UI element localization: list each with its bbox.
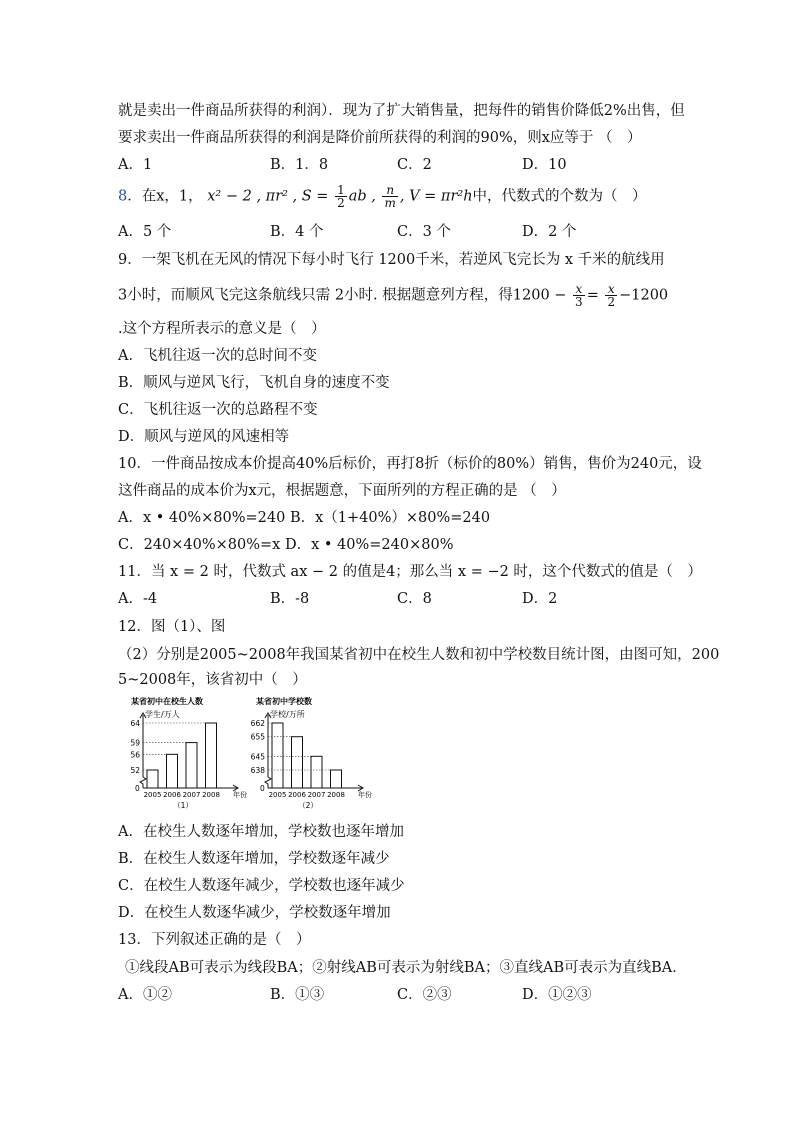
q8-text-post: 中，代数式的个数为（ ） [472, 188, 647, 205]
q10-line-1: 10．一件商品按成本价提高40%后标价，再打8折（标价的80%）销售，售价为240元，设 [118, 456, 702, 472]
bar [292, 737, 303, 788]
y-tick-label: 59 [130, 738, 140, 748]
q10-line-2: 这件商品的成本价为x元，根据题意，下面所列的方程正确的是 （ ） [118, 483, 566, 499]
q7-option-b: B．1．8 [270, 157, 329, 173]
q9-line-2-post: −1200 [619, 287, 669, 304]
q8-option-a: A．5 个 [118, 224, 172, 240]
q7-option-c: C．2 [397, 157, 432, 173]
q8-expr-2: ab , [348, 188, 376, 205]
y-tick-zero: 0 [260, 784, 265, 793]
q10-options-ab: A．x • 40%×80%=240 B．x（1+40%）×80%=240 [118, 510, 491, 526]
y-tick-label: 638 [250, 766, 265, 775]
x-tick-label: 2007 [182, 791, 201, 799]
q8-fraction-n-m: $\frac{n}{m}$ [384, 183, 396, 210]
q11-stem: 11．当 x = 2 时，代数式 ax − 2 的值是4；那么当 x = −2 时，这个代数式的值是（ ） [118, 564, 702, 580]
bar [272, 723, 283, 788]
q12-option-c: C．在校生人数逐年减少，学校数也逐年减少 [118, 878, 405, 894]
q12-charts [110, 692, 370, 816]
q9-option-b: B．顺风与逆风飞行，飞机自身的速度不变 [118, 375, 390, 391]
q7-line-2: 要求卖出一件商品所获得的利润是降价前所获得的利润的90%，则x应等于 （ ） [118, 130, 642, 146]
chart-y-label: 学生/万人 [145, 710, 180, 719]
q13-statements: ①线段AB可表示为线段BA；②射线AB可表示为射线BA；③直线AB可表示为直线BA． [125, 960, 687, 976]
q8-option-d: D．2 个 [522, 224, 577, 240]
q8-option-b: B．4 个 [270, 224, 324, 240]
q13-option-a: A．①② [118, 987, 172, 1003]
q8-fraction-half: $\frac{1}{2}$ [337, 183, 345, 210]
y-tick-label: 645 [250, 752, 265, 762]
bar [147, 770, 158, 788]
q9-line-2 [118, 283, 668, 308]
q8-text-pre: ．在x，1， [127, 188, 203, 205]
x-axis-label: 年份 [233, 791, 247, 799]
q11-option-d: D．2 [522, 591, 558, 607]
y-tick-label: 64 [130, 719, 140, 728]
q11-option-c: C．8 [397, 591, 432, 607]
bar [186, 743, 197, 788]
y-tick-zero: 0 [135, 784, 140, 793]
x-tick-label: 2005 [268, 791, 287, 799]
axis-break-mark [140, 777, 146, 788]
q9-option-d: D．顺风与逆风的风速相等 [118, 429, 290, 445]
y-tick-label: 655 [250, 732, 265, 742]
chart-students [130, 696, 247, 810]
chart-title: 某省初中学校数 [256, 697, 312, 706]
q9-line-3: .这个方程所表示的意义是（ ） [118, 321, 326, 337]
chart-title: 某省初中在校生人数 [131, 697, 203, 706]
q7-option-a: A．1 [118, 157, 153, 173]
x-tick-label: 2006 [288, 791, 306, 799]
q13-stem: 13．下列叙述正确的是（ ） [118, 932, 311, 948]
y-tick-label: 56 [130, 750, 140, 760]
y-tick-label: 52 [130, 766, 140, 775]
q13-option-b: B．①③ [270, 987, 325, 1003]
q9-option-a: A．飞机往返一次的总时间不变 [118, 348, 317, 364]
q12-line-3: 5~2008年，该省初中（ ） [118, 672, 307, 688]
x-tick-label: 2008 [327, 791, 345, 799]
x-tick-label: 2008 [202, 791, 220, 799]
q9-option-c: C．飞机往返一次的总路程不变 [118, 402, 318, 418]
q8-number: 8 [118, 188, 128, 205]
bar [311, 756, 322, 788]
q9-fraction-x-3: $\frac{x}{3}$ [575, 282, 583, 309]
q11-option-a: A．-4 [118, 591, 158, 607]
chart-schools [251, 696, 372, 810]
q7-option-d: D．10 [522, 157, 567, 173]
q12-option-d: D．在校生人数逐华减少，学校数逐年增加 [118, 905, 391, 921]
q12-line-1: 12．图（1）、图 [118, 619, 226, 635]
x-tick-label: 2005 [143, 791, 162, 799]
q8-stem [118, 184, 647, 209]
bar [331, 770, 342, 788]
q12-option-a: A．在校生人数逐年增加，学校数也逐年增加 [118, 824, 404, 840]
q10-options-cd: C．240×40%×80%=x D．x • 40%=240×80% [118, 537, 454, 553]
q8-expr-1: x² − 2 , πr² , S = [207, 188, 329, 205]
axis-break-mark [265, 777, 271, 788]
bar [206, 723, 217, 788]
chart-y-label: 学校/万所 [270, 710, 305, 719]
q9-equals: = [586, 287, 599, 304]
q13-option-d: D．①②③ [522, 987, 592, 1003]
q7-line-1: 就是卖出一件商品所获得的利润）．现为了扩大销售量，把每件的销售价降低2%出售，但 [118, 103, 685, 119]
x-axis-label: 年份 [358, 791, 372, 799]
q13-option-c: C．②③ [397, 987, 452, 1003]
y-tick-label: 662 [250, 719, 265, 728]
q9-line-2-pre: 3小时，而顺风飞完这条航线只需 2小时. 根据题意列方程，得1200 − [118, 287, 567, 304]
q8-expr-3: , V = πr²h [399, 188, 473, 205]
q9-line-1: 9．一架飞机在无风的情况下每小时飞行 1200千米，若逆风飞完长为 x 千米的航线用 [118, 252, 665, 268]
q12-line-2: （2）分别是2005~2008年我国某省初中在校生人数和初中学校数目统计图，由图可知，200 [118, 647, 720, 663]
x-tick-label: 2007 [307, 791, 326, 799]
q11-option-b: B．-8 [270, 591, 310, 607]
chart-caption: （1） [173, 801, 193, 810]
x-tick-label: 2006 [163, 791, 181, 799]
q9-fraction-x-2: $\frac{x}{2}$ [607, 282, 616, 309]
bar [167, 754, 178, 788]
q8-option-c: C．3 个 [397, 224, 451, 240]
q12-option-b: B．在校生人数逐年增加，学校数逐年减少 [118, 851, 390, 867]
chart-caption: （2） [298, 801, 318, 810]
